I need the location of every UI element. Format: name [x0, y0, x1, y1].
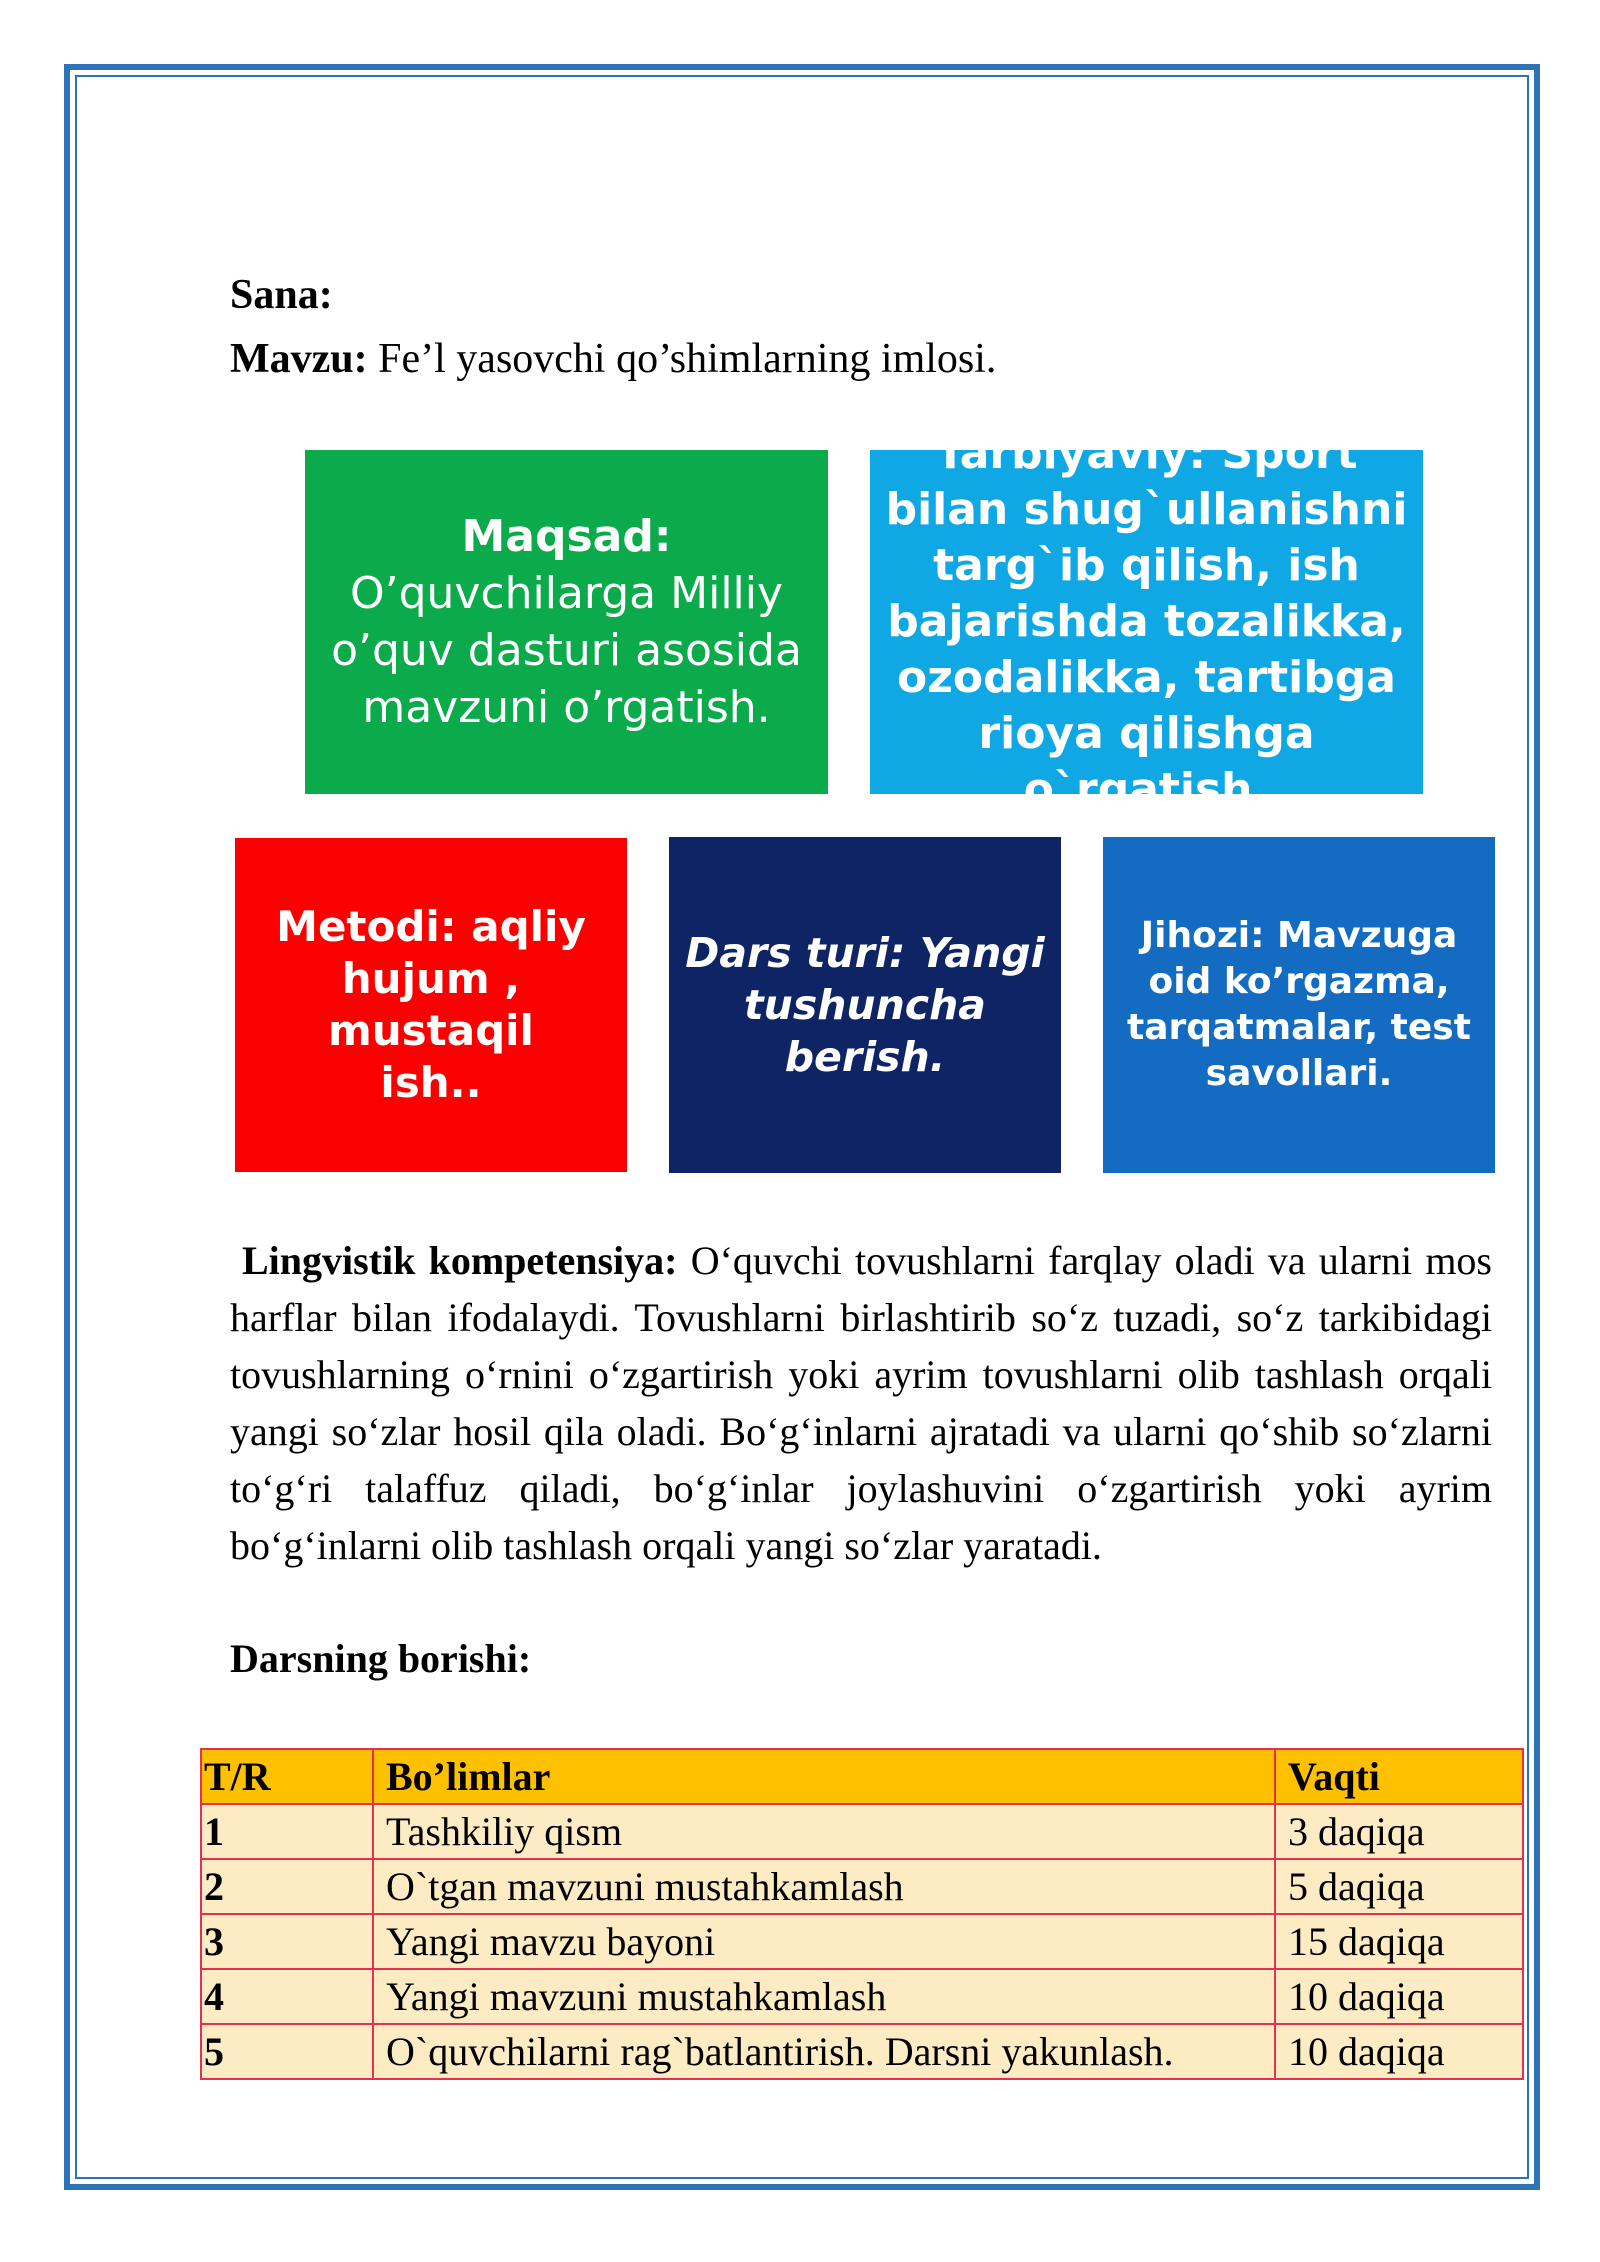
date-line: [230, 270, 333, 320]
table-row: [201, 1804, 1523, 1859]
topic-line: [230, 334, 996, 384]
row-time: 3 daqiqa: [1275, 1804, 1523, 1859]
upbringing-box: [870, 428, 1423, 815]
upbringing-text: Tarbiyaviy: Sport bilan shug`ullanishni targ`ib qilish, ish bajarishda tozalikka, ozodalikka, tartibga rioya qilishga o`rgatish.: [885, 428, 1408, 815]
date-label: Sana:: [230, 272, 333, 318]
competence-text: O‘quvchi tovushlarni farqlay oladi va ularni mos harflar bilan ifodalaydi. Tovushlarni birlashtirib so‘z tuzadi, so‘z tarkibidagi tovushlarning o‘rnini o‘zgartirish yoki ayrim tovushlarni olib tashlash orqali yangi so‘zlar hosil qila oladi. Bo‘g‘inlarni ajratadi va ularni qo‘shib so‘zlarni to‘g‘ri talaffuz qiladi, bo‘g‘inlar joylashuvini o‘zgartirish yoki ayrim bo‘g‘inlarni olib tashlash orqali yangi so‘zlar yaratadi.: [230, 1238, 1492, 1568]
competence-paragraph: [230, 1232, 1492, 1574]
header-time: Vaqti: [1275, 1749, 1523, 1804]
row-time: 5 daqiqa: [1275, 1859, 1523, 1914]
row-number: 1: [201, 1804, 373, 1859]
lesson-type-box: [669, 837, 1061, 1173]
competence-label: Lingvistik kompetensiya:: [242, 1238, 678, 1283]
row-number: 5: [201, 2024, 373, 2079]
header-sections: Bo’limlar: [373, 1749, 1275, 1804]
method-text: Metodi: aqliy hujum , mustaqil ish..: [276, 902, 586, 1107]
table-row: [201, 1859, 1523, 1914]
row-time: 10 daqiqa: [1275, 1969, 1523, 2024]
equipment-box: [1103, 837, 1495, 1173]
table-row: [201, 1914, 1523, 1969]
row-section: O`tgan mavzuni mustahkamlash: [373, 1859, 1275, 1914]
method-box: [235, 838, 627, 1172]
row-time: 15 daqiqa: [1275, 1914, 1523, 1969]
equipment-text: Jihozi: Mavzuga oid ko’rgazma, tarqatmalar, test savollari.: [1127, 915, 1471, 1094]
lesson-plan-table: [200, 1748, 1524, 2080]
row-section: Yangi mavzuni mustahkamlash: [373, 1969, 1275, 2024]
lesson-type-text: Dars turi: Yangi tushuncha berish.: [685, 929, 1045, 1081]
topic-text: Fe’l yasovchi qo’shimlarning imlosi.: [367, 336, 997, 382]
row-number: 4: [201, 1969, 373, 2024]
row-section: Yangi mavzu bayoni: [373, 1914, 1275, 1969]
topic-label: Mavzu:: [230, 336, 368, 382]
table-row: [201, 1969, 1523, 2024]
goal-box: [305, 450, 828, 794]
row-number: 2: [201, 1859, 373, 1914]
goal-content: [315, 508, 818, 736]
header-number: T/R: [201, 1749, 373, 1804]
goal-text: O’quvchilarga Milliy o’quv dasturi asosida mavzuni o’rgatish.: [331, 568, 802, 733]
row-time: 10 daqiqa: [1275, 2024, 1523, 2079]
row-number: 3: [201, 1914, 373, 1969]
table-row: [201, 2024, 1523, 2079]
row-section: Tashkiliy qism: [373, 1804, 1275, 1859]
goal-label: Maqsad:: [461, 511, 672, 562]
table-header-row: [201, 1749, 1523, 1804]
row-section: O`quvchilarni rag`batlantirish. Darsni yakunlash.: [373, 2024, 1275, 2079]
lesson-flow-title: Darsning borishi:: [230, 1636, 532, 1681]
